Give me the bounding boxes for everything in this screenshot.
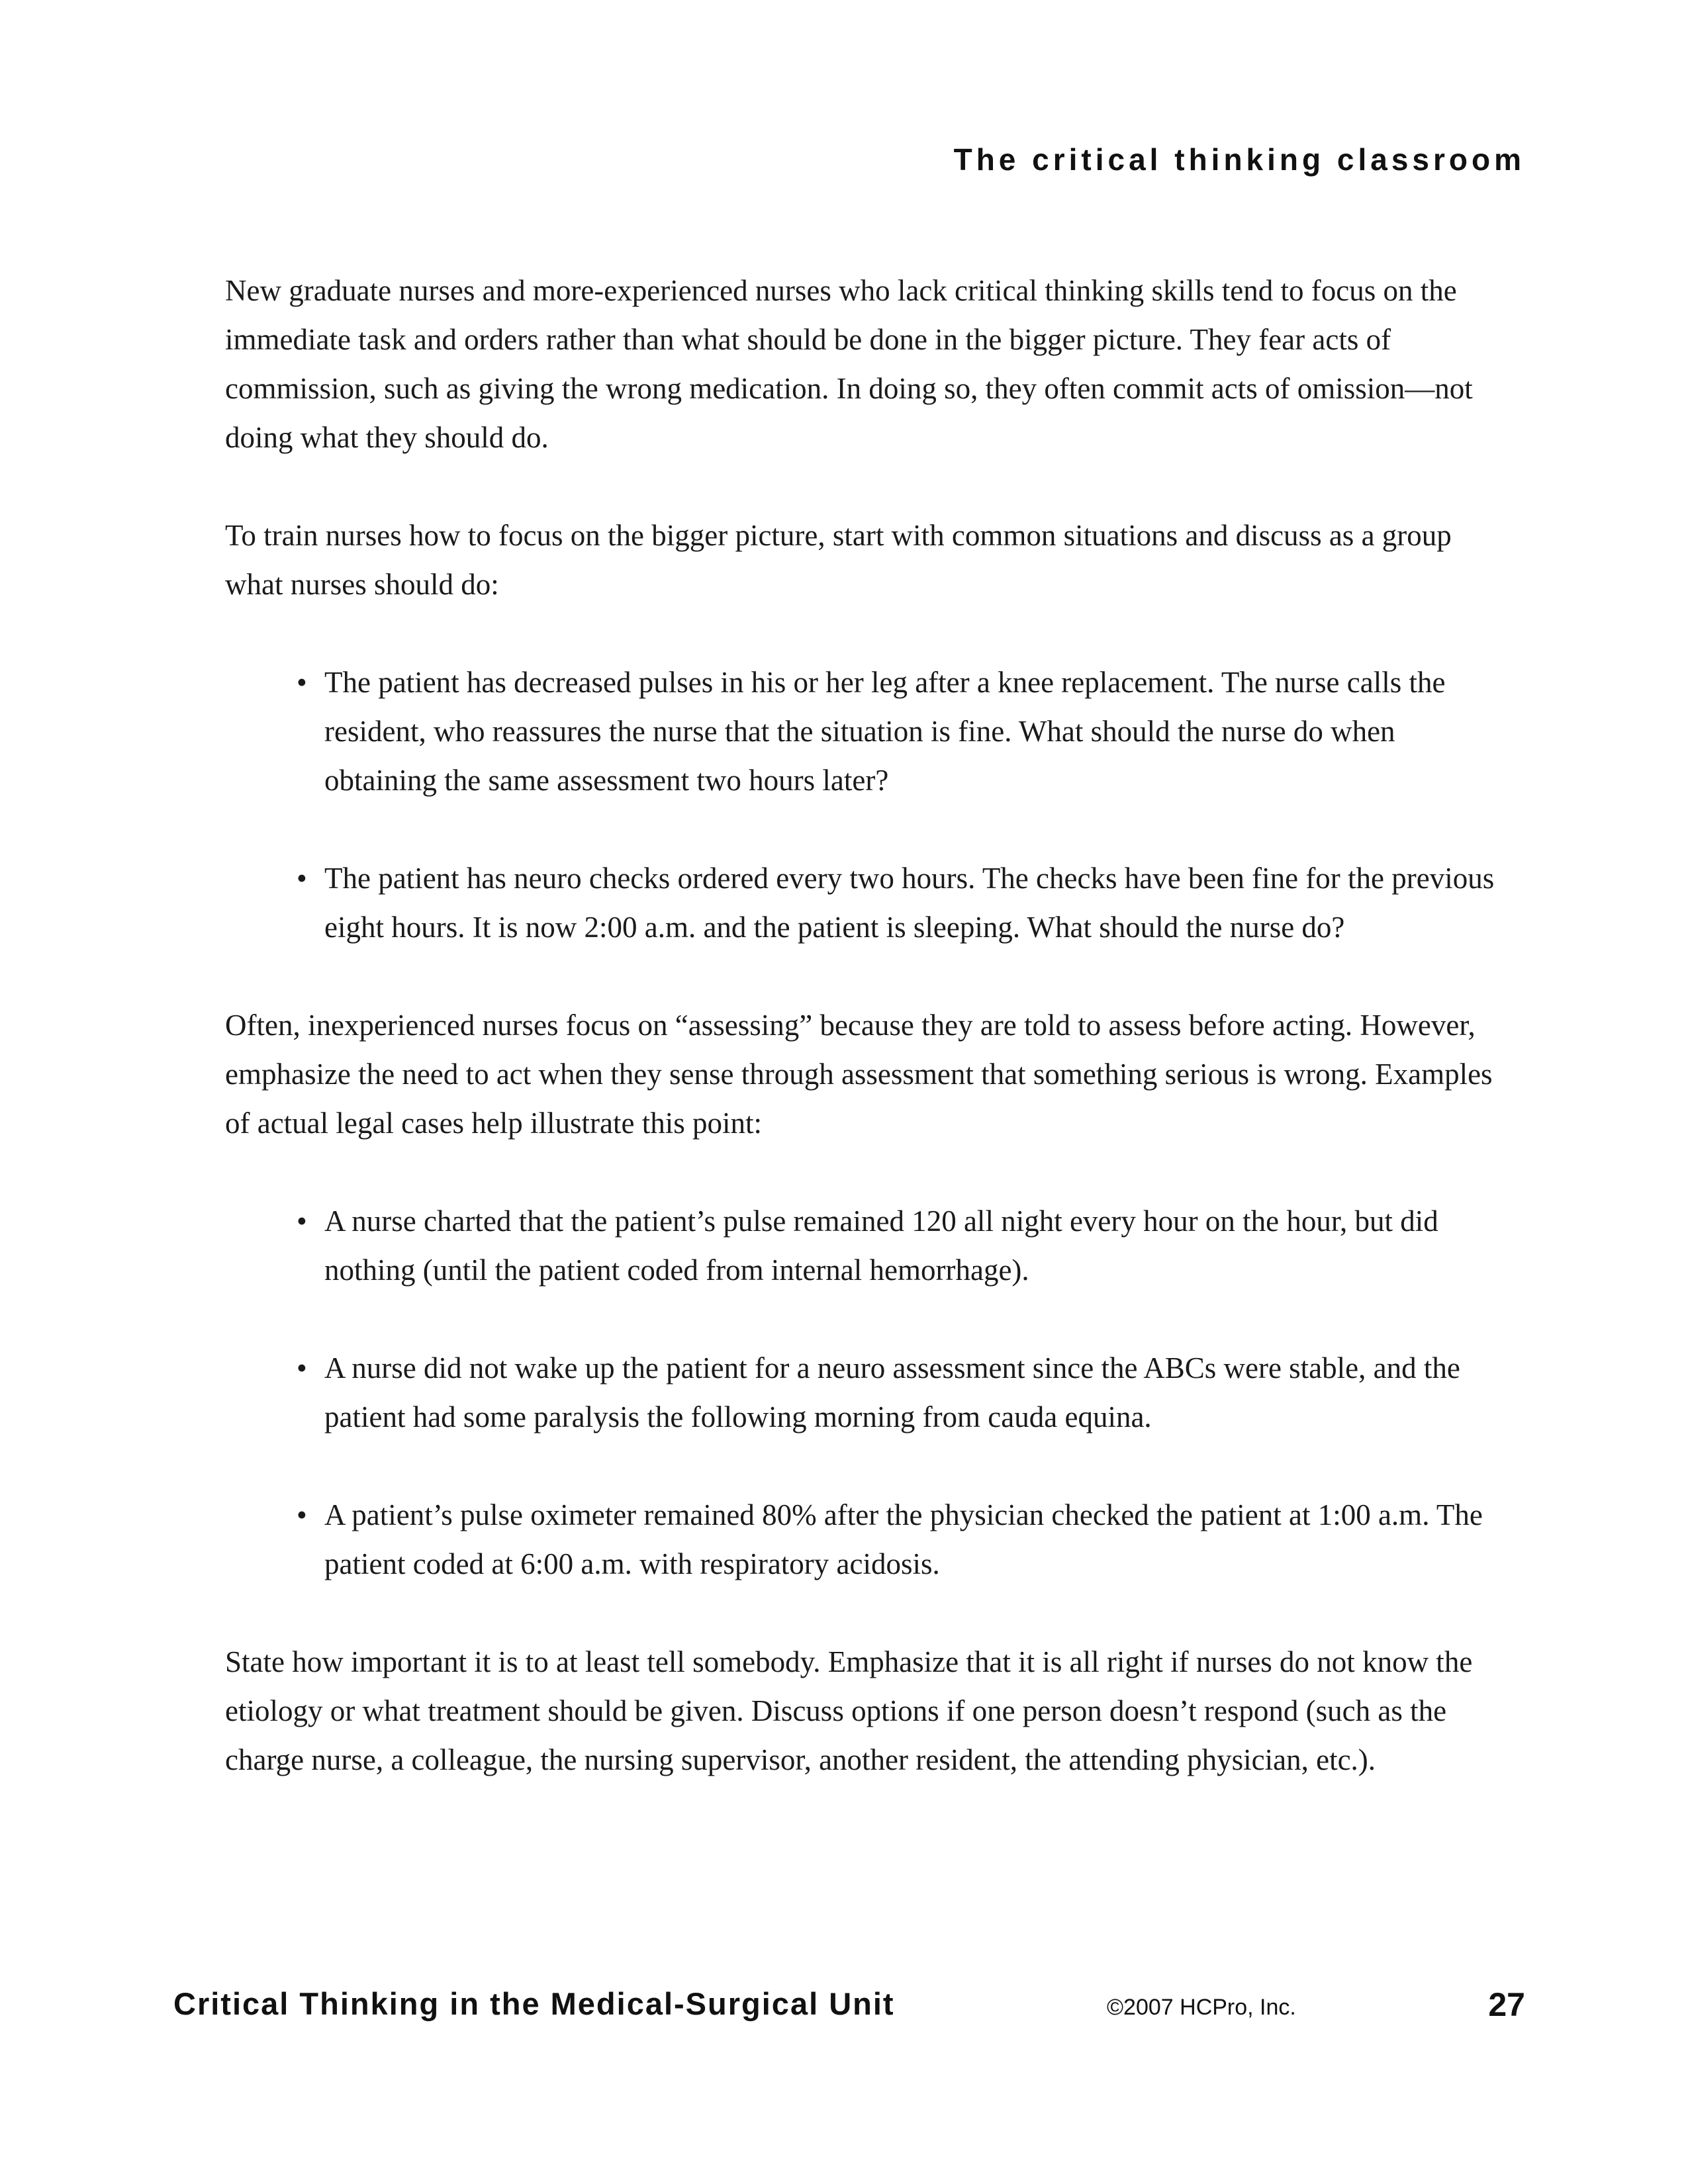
bullet-glyph: • (297, 862, 307, 895)
legal-cases-list (225, 1197, 1503, 1588)
bullet-glyph: • (297, 1498, 307, 1531)
list-item (225, 658, 1503, 805)
bullet-glyph: • (297, 1351, 307, 1385)
list-item-text: A nurse charted that the patient’s pulse remained 120 all night every hour on the hour, but did nothing (until the patient coded from internal hemorrhage). (324, 1205, 1438, 1287)
list-item (225, 1343, 1503, 1441)
footer-book-title: Critical Thinking in the Medical-Surgical Unit (173, 1986, 895, 2021)
list-item (225, 854, 1503, 952)
paragraph-tell-somebody: State how important it is to at least tell somebody. Emphasize that it is all right if nurses do not know the etiology or what treatment should be given. Discuss options if one person doesn’t respond (such as the charge nurse, a colleague, the nursing supervisor, another resident, the attending physician, etc.). (225, 1645, 1473, 1776)
list-item-text: A patient’s pulse oximeter remained 80% after the physician checked the patient at 1:00 a.m. The patient coded at 6:00 a.m. with respiratory acidosis. (324, 1498, 1483, 1580)
list-item-text: The patient has neuro checks ordered every two hours. The checks have been fine for the previous eight hours. It is now 2:00 a.m. and the patient is sleeping. What should the nurse do? (324, 862, 1495, 944)
running-header-title: The critical thinking classroom (953, 142, 1525, 177)
page-number: 27 (1488, 1986, 1525, 2023)
list-item (225, 1197, 1503, 1295)
page-body (225, 266, 1503, 1833)
list-item-text: A nurse did not wake up the patient for a neuro assessment since the ABCs were stable, and the patient had some paralysis the following morning from cauda equina. (324, 1351, 1460, 1433)
paragraph-assessing: Often, inexperienced nurses focus on “assessing” because they are told to assess before acting. However, emphasize the need to act when they sense through assessment that something serious is wrong. Examples of actual legal cases help illustrate this point: (225, 1009, 1493, 1140)
list-item-text: The patient has decreased pulses in his or her leg after a knee replacement. The nurse calls the resident, who reassures the nurse that the situation is fine. What should the nurse do when obtaining the same assessment two hours later? (324, 666, 1446, 797)
bullet-glyph: • (297, 1205, 307, 1238)
situations-list (225, 658, 1503, 952)
footer-copyright: ©2007 HCPro, Inc. (1107, 1995, 1296, 2020)
bullet-glyph: • (297, 666, 307, 699)
paragraph-intro: New graduate nurses and more-experienced nurses who lack critical thinking skills tend to focus on the immediate task and orders rather than what should be done in the bigger picture. They fear acts of commission, such as giving the wrong medication. In doing so, they often commit acts of omission—not doing what they should do. (225, 274, 1473, 454)
list-item (225, 1490, 1503, 1588)
paragraph-train-nurses: To train nurses how to focus on the bigger picture, start with common situations and discuss as a group what nurses should do: (225, 519, 1452, 601)
